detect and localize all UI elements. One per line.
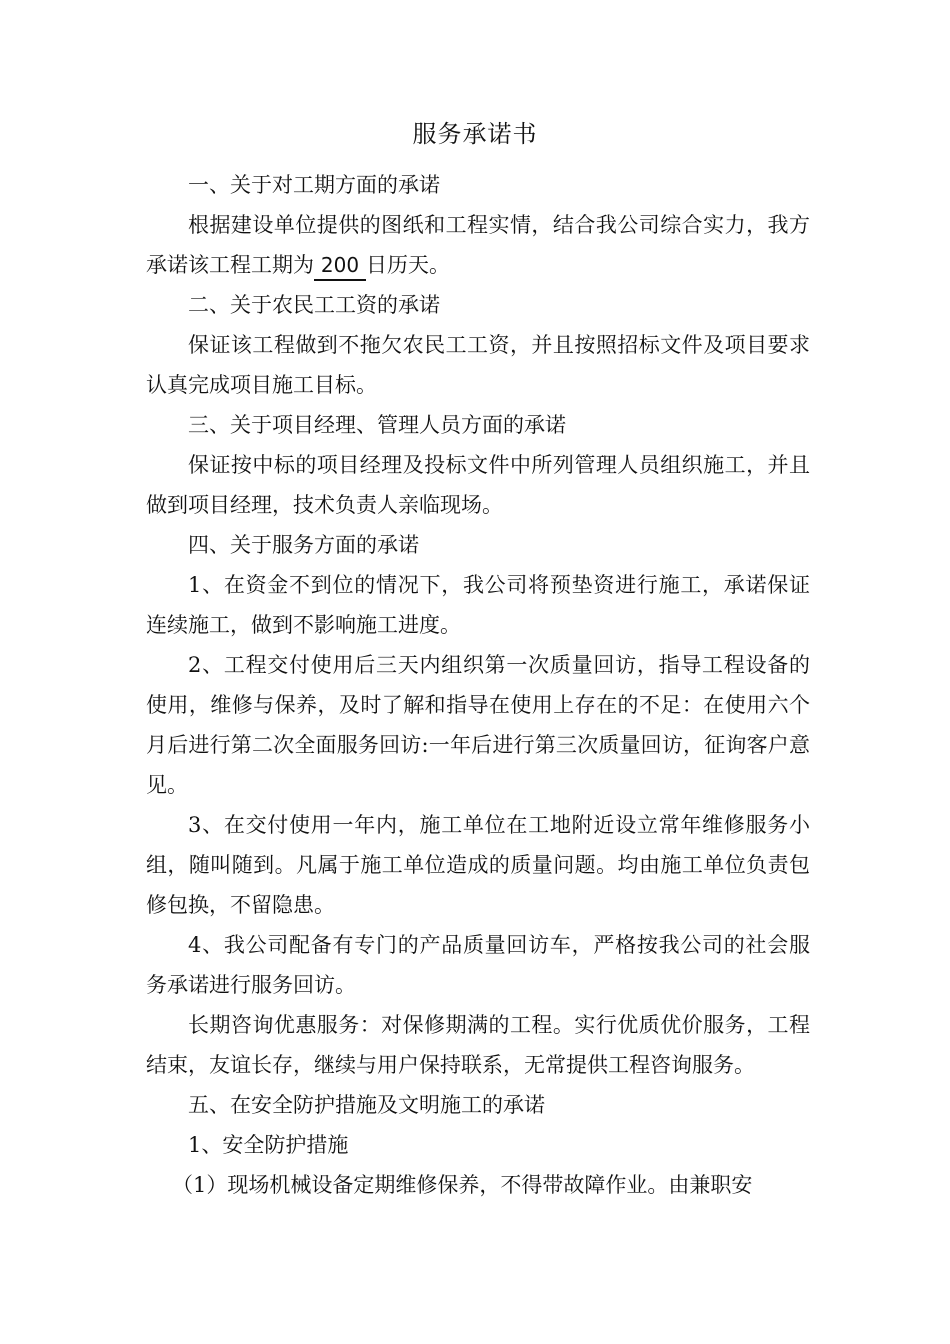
section-1-text-before: 根据建设单位提供的图纸和工程实情，结合我公司综合实力，我方承诺该工程工期为 (146, 213, 810, 277)
section-4-item-3: 3、在交付使用一年内，施工单位在工地附近设立常年维修服务小组，随叫随到。凡属于施工单位造成的质量问题。均由施工单位负责包修包换，不留隐患。 (146, 813, 810, 917)
section-5-heading: 五、在安全防护措施及文明施工的承诺 (188, 1093, 545, 1117)
construction-days-value: 200 (314, 251, 366, 281)
section-4-item-1: 1、在资金不到位的情况下，我公司将预垫资进行施工，承诺保证连续施工，做到不影响施工进度。 (146, 573, 810, 637)
section-1-heading: 一、关于对工期方面的承诺 (188, 173, 440, 197)
document-title: 服务承诺书 (412, 120, 538, 148)
section-4-longterm: 长期咨询优惠服务：对保修期满的工程。实行优质优价服务，工程结束，友谊长存，继续与用户保持联系，无常提供工程咨询服务。 (146, 1013, 810, 1077)
document-body (146, 165, 810, 1205)
section-4-heading: 四、关于服务方面的承诺 (188, 533, 419, 557)
section-2-text: 保证该工程做到不拖欠农民工工资，并且按照招标文件及项目要求认真完成项目施工目标。 (146, 333, 810, 397)
section-5-item-1: （1）现场机械设备定期维修保养，不得带故障作业。由兼职安 (172, 1173, 753, 1197)
section-2-heading: 二、关于农民工工资的承诺 (188, 293, 440, 317)
section-4-item-4: 4、我公司配备有专门的产品质量回访车，严格按我公司的社会服务承诺进行服务回访。 (146, 933, 810, 997)
section-1-text-after: 日历天。 (366, 253, 450, 277)
section-1-text (146, 205, 810, 285)
section-4-item-2: 2、工程交付使用后三天内组织第一次质量回访，指导工程设备的使用，维修与保养，及时了解和指导在使用上存在的不足：在使用六个月后进行第二次全面服务回访:一年后进行第三次质量回访，征询客户意见。 (146, 653, 810, 797)
section-3-text: 保证按中标的项目经理及投标文件中所列管理人员组织施工，并且做到项目经理，技术负责人亲临现场。 (146, 453, 810, 517)
section-3-heading: 三、关于项目经理、管理人员方面的承诺 (188, 413, 566, 437)
section-5-subheading-1: 1、安全防护措施 (188, 1133, 349, 1157)
